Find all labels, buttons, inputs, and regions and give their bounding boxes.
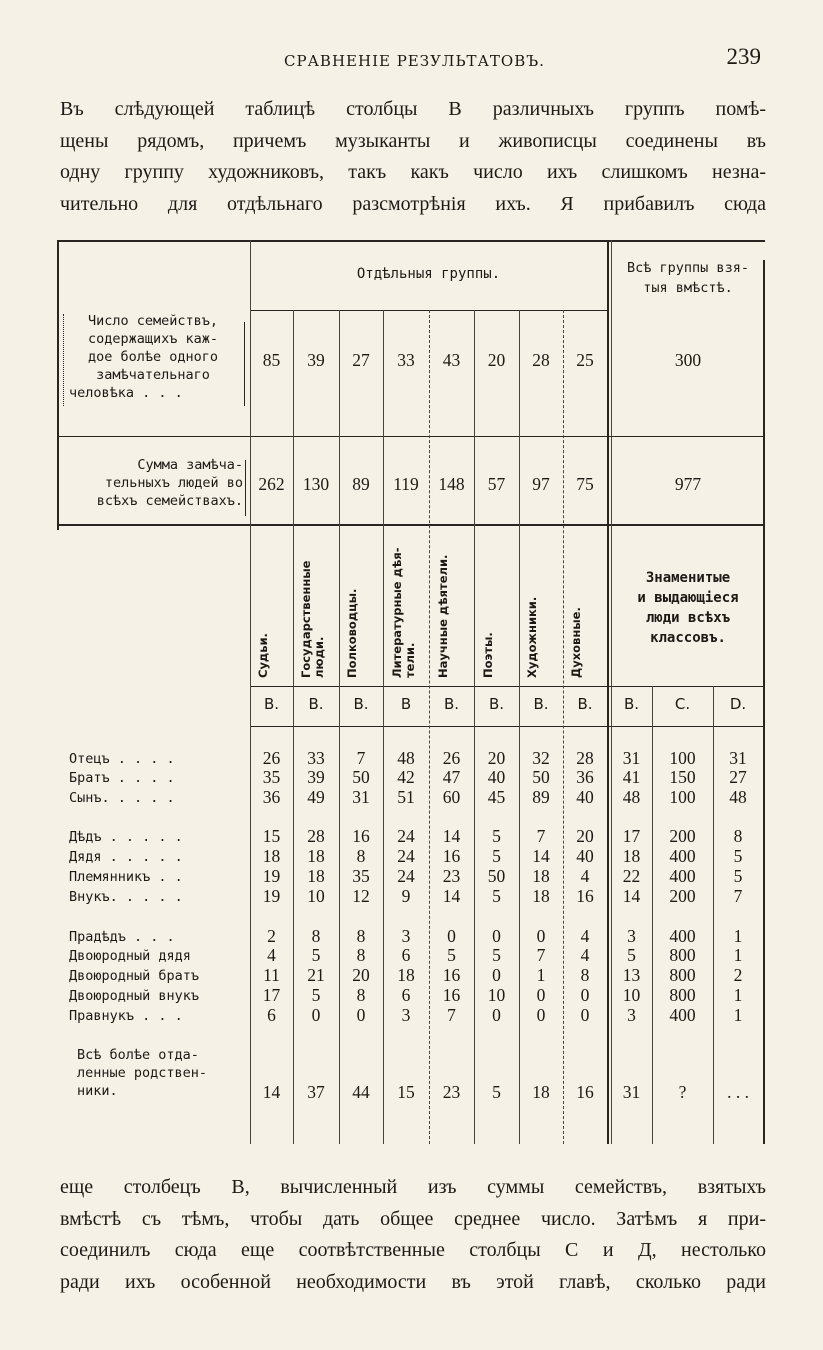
table-cell: 8 [356, 846, 366, 866]
table-cell: 16 [576, 886, 594, 906]
table-cell: 0 [492, 926, 501, 946]
paragraph-before-table [60, 94, 766, 220]
table-cell: 4 [267, 945, 276, 965]
table-cell: 40 [487, 767, 506, 787]
table-cell: 49 [307, 787, 325, 807]
table-cell: 10 [487, 985, 506, 1005]
table-cell: 2 [733, 965, 743, 985]
table-cell: 14 [442, 826, 461, 846]
rule-after-families [57, 436, 765, 437]
relative-label: Двоюродный внукъ [69, 988, 200, 1004]
table-cell: 0 [447, 926, 456, 946]
text-line: одну группу художниковъ, такъ какъ число ихъ слишкомъ незна- [60, 161, 766, 183]
table-cell: 42 [397, 767, 415, 787]
table-cell: 800 [669, 965, 696, 985]
table-cell: 0 [580, 985, 590, 1005]
eminent-header: Знаменитые и выдающіеся люди всѣхъ классовъ. [637, 570, 739, 646]
table-cell: 1 [733, 945, 743, 965]
table-cell: 200 [669, 826, 696, 846]
table-cell: 50 [487, 866, 506, 886]
table-cell: 6 [401, 945, 411, 965]
table-cell: 8 [580, 965, 590, 985]
table-cell: ? [678, 1082, 687, 1102]
table-cell: 35 [352, 866, 370, 886]
families-cell: 33 [397, 350, 415, 370]
table-cell: 47 [442, 767, 461, 787]
table-cell: 3 [401, 926, 411, 946]
table-cell: 400 [669, 846, 696, 866]
table-cell: 8 [733, 826, 743, 846]
table-cell: 31 [729, 748, 747, 768]
table-cell: 4 [580, 945, 590, 965]
table-cell: 16 [352, 826, 370, 846]
table-cell: 24 [397, 866, 415, 886]
table-cell: 5 [311, 985, 321, 1005]
relative-label: Сынъ. . . . . [69, 790, 175, 806]
families-cell: 43 [442, 350, 461, 370]
table-cell: 3 [627, 926, 636, 946]
table-cell: 8 [356, 945, 366, 965]
table-cell: 3 [401, 1005, 411, 1025]
column-letter: В. [308, 695, 324, 713]
relative-label: Дядя . . . . . [69, 849, 183, 865]
table-cell: 800 [669, 985, 696, 1005]
relative-label: Двоюродный дядя [69, 948, 191, 964]
table-cell: 1 [733, 985, 743, 1005]
table-cell: 23 [442, 1082, 461, 1102]
table-cell: 23 [442, 866, 461, 886]
table-cell: 7 [447, 1005, 456, 1025]
table-cell: 36 [576, 767, 594, 787]
table-cell: 800 [669, 945, 696, 965]
table-cell: 8 [311, 926, 321, 946]
table-cell: 22 [622, 866, 641, 886]
table-cell: 51 [397, 787, 415, 807]
table-cell: 48 [729, 787, 747, 807]
table-cell: 18 [262, 846, 281, 866]
table-cell: 8 [356, 985, 366, 1005]
table-cell: 14 [442, 886, 461, 906]
table-cell: 5 [492, 886, 501, 906]
table-cell: 18 [307, 866, 325, 886]
sum-cell: 57 [487, 474, 506, 494]
table-cell: 41 [622, 767, 641, 787]
table-cell: 14 [262, 1082, 281, 1102]
table-cell: 35 [262, 767, 281, 787]
sum-cell: 148 [438, 474, 465, 494]
table-cell: 10 [622, 985, 641, 1005]
rule-after-sum [57, 524, 765, 526]
text-line: щены рядомъ, причемъ музыканты и живописцы соединены въ [60, 129, 766, 152]
table-cell: 5 [733, 866, 743, 886]
sum-cell: 89 [352, 474, 370, 494]
table-cell: 16 [442, 985, 461, 1005]
table-cell: 0 [311, 1005, 321, 1025]
table-cell: 1 [733, 1005, 743, 1025]
table-cell: 18 [532, 886, 550, 906]
families-cell: 28 [532, 350, 550, 370]
text-line: еще столбецъ В, вычисленный изъ суммы семействъ, взятыхъ [60, 1176, 766, 1198]
table-cell: 17 [262, 985, 281, 1005]
table-cell: 7 [536, 826, 546, 846]
table-cell: 7 [356, 748, 366, 768]
page-header [0, 44, 823, 84]
table-cell: 0 [536, 985, 546, 1005]
group-label-artists: Художники. [525, 596, 539, 678]
group-header: Отдѣльныя группы. [356, 266, 501, 282]
table-cell: 1 [536, 965, 546, 985]
table-cell: 4 [580, 866, 590, 886]
table-cell: 2 [267, 926, 276, 946]
table-cell: 14 [622, 886, 641, 906]
table-cell: 0 [536, 1005, 546, 1025]
table-cell: 40 [576, 846, 594, 866]
sum-cell: 97 [532, 474, 550, 494]
table-cell: 48 [622, 787, 641, 807]
table-cell: 26 [442, 748, 461, 768]
table-cell: 0 [492, 965, 501, 985]
table-cell: 5 [492, 826, 501, 846]
running-title: СРАВНЕНІЕ РЕЗУЛЬТАТОВЪ. [284, 52, 545, 70]
sum-row-label: Сумма замѣча- тельныхъ людей во всѣхъ семействахъ. [96, 457, 243, 509]
column-letter: В. [577, 695, 593, 713]
table-right-rule [763, 260, 765, 1144]
relative-label: Братъ . . . . [69, 770, 175, 786]
table-cell: 0 [356, 1005, 366, 1025]
table-cell: 0 [536, 926, 546, 946]
table-cell: 10 [307, 886, 325, 906]
brace [244, 322, 245, 406]
table-cell: 16 [442, 965, 461, 985]
table-cell: 13 [622, 965, 641, 985]
table-cell: 16 [576, 1082, 594, 1102]
table-cell: 6 [401, 985, 411, 1005]
group-label-scientists: Научные дѣятели. [436, 554, 450, 678]
table-cell: 11 [263, 965, 280, 985]
relative-label: Правнукъ . . . [69, 1008, 183, 1024]
table-cell: 16 [442, 846, 461, 866]
sum-total: 977 [674, 474, 702, 494]
families-cell: 20 [487, 350, 506, 370]
table-cell: 5 [447, 945, 456, 965]
table-cell: 12 [352, 886, 370, 906]
table-cell: 18 [307, 846, 325, 866]
rule-above-letters [250, 686, 765, 687]
table-cell: 27 [729, 767, 747, 787]
table-cell: 32 [532, 748, 550, 768]
text-line: соединилъ сюда еще соотвѣтственные столбцы С и Д, нестолько [60, 1239, 766, 1261]
sum-cell: 119 [393, 474, 419, 494]
relative-label: Двоюродный братъ [69, 968, 200, 984]
text-line: Въ слѣдующей таблицѣ столбцы В различныхъ группъ помѣ- [60, 98, 766, 120]
table-cell: . . . [727, 1082, 749, 1102]
table-cell: 36 [262, 787, 281, 807]
brace [245, 460, 246, 516]
page-number: 239 [726, 44, 761, 69]
column-letter: В. [533, 695, 549, 713]
comparison-table [57, 240, 765, 1144]
table-cell: 1 [733, 926, 743, 946]
table-cell: 20 [576, 826, 594, 846]
families-cell: 27 [352, 350, 370, 370]
text-line: ради ихъ особенной необходимости въ этой главѣ, сколько ради [60, 1270, 766, 1293]
table-cell: 5 [492, 1082, 501, 1102]
column-letter: В [400, 695, 412, 713]
families-cell: 25 [576, 350, 594, 370]
families-total: 300 [674, 350, 702, 370]
table-cell: 48 [397, 748, 415, 768]
table-cell: 31 [352, 787, 370, 807]
sum-cell: 130 [302, 474, 330, 494]
group-label-statesmen: Государственные люди. [299, 560, 326, 678]
table-cell: 33 [307, 748, 325, 768]
table-cell: 44 [352, 1082, 370, 1102]
table-cell: 21 [307, 965, 325, 985]
table-cell: 5 [492, 846, 501, 866]
table-cell: 0 [580, 1005, 590, 1025]
table-cell: 28 [307, 826, 325, 846]
relative-label: Прадѣдъ . . . [69, 929, 175, 945]
table-top-rule [57, 240, 765, 242]
table-cell: 5 [311, 945, 321, 965]
table-cell: 200 [669, 886, 696, 906]
table-cell: 400 [669, 926, 696, 946]
families-cell: 39 [307, 350, 325, 370]
table-cell: 24 [397, 846, 415, 866]
table-cell: 5 [627, 945, 636, 965]
distant-relatives-label: Всѣ болѣе отда- ленные родствен- ники. [77, 1047, 208, 1099]
table-cell: 5 [733, 846, 743, 866]
text-line: чительно для отдѣльнаго разсмотрѣнія ихъ. Я прибавилъ сюда [60, 192, 766, 215]
table-cell: 24 [397, 826, 415, 846]
column-letter: D. [729, 695, 747, 713]
sum-cell: 75 [576, 474, 594, 494]
table-cell: 20 [352, 965, 370, 985]
table-cell: 39 [307, 767, 325, 787]
group-label-poets: Поэты. [481, 632, 495, 678]
table-cell: 60 [442, 787, 461, 807]
all-groups-header: Всѣ группы взя- тыя вмѣстѣ. [627, 260, 749, 296]
table-cell: 18 [397, 965, 415, 985]
group-label-literary: Литературные дѣя- тели. [390, 547, 417, 678]
table-cell: 9 [401, 886, 411, 906]
table-cell: 37 [307, 1082, 325, 1102]
table-cell: 19 [262, 886, 281, 906]
table-cell: 8 [356, 926, 366, 946]
table-cell: 400 [669, 1005, 696, 1025]
table-cell: 5 [492, 945, 501, 965]
families-cell: 85 [262, 350, 281, 370]
table-cell: 6 [267, 1005, 276, 1025]
table-cell: 18 [532, 866, 550, 886]
rule-below-letters [250, 726, 765, 727]
table-cell: 50 [532, 767, 550, 787]
table-cell: 0 [492, 1005, 501, 1025]
relative-label: Дѣдъ . . . . . [69, 829, 183, 845]
table-cell: 7 [733, 886, 743, 906]
table-cell: 19 [262, 866, 281, 886]
all-groups-rule [607, 240, 609, 1144]
column-letter: В. [443, 695, 460, 713]
relative-label: Племянникъ . . [69, 869, 183, 885]
families-row-label: Число семействъ, содержащихъ каж- дое болѣе одного замѣчательнаго человѣка . . . [69, 313, 219, 401]
table-cell: 45 [487, 787, 506, 807]
table-cell: 14 [532, 846, 550, 866]
group-label-judges: Судьи. [256, 633, 270, 678]
paragraph-after-table [60, 1172, 766, 1298]
table-cell: 4 [580, 926, 590, 946]
table-cell: 28 [576, 748, 594, 768]
table-cell: 3 [627, 1005, 636, 1025]
brace [63, 314, 64, 406]
column-letter: В. [263, 695, 280, 713]
table-cell: 18 [532, 1082, 550, 1102]
table-cell: 150 [669, 767, 696, 787]
table-cell: 15 [262, 826, 281, 846]
table-cell: 100 [669, 748, 696, 768]
column-letter: В. [488, 695, 505, 713]
table-cell: 17 [622, 826, 641, 846]
table-cell: 89 [532, 787, 550, 807]
group-label-commanders: Полководцы. [345, 588, 359, 678]
table-cell: 7 [536, 945, 546, 965]
table-cell: 26 [262, 748, 281, 768]
text-line: вмѣстѣ съ тѣмъ, чтобы дать общее среднее число. Затѣмъ я при- [60, 1207, 766, 1230]
relative-label: Отецъ . . . . [69, 751, 175, 767]
table-left-rule [57, 240, 59, 530]
column-letter: В. [623, 695, 640, 713]
table-cell: 18 [622, 846, 641, 866]
table-cell: 50 [352, 767, 370, 787]
table-cell: 100 [669, 787, 696, 807]
column-letter: С. [674, 695, 691, 713]
group-label-clergy: Духовные. [569, 607, 583, 678]
table-cell: 20 [487, 748, 506, 768]
relative-label: Внукъ. . . . . [69, 889, 183, 905]
table-cell: 400 [669, 866, 696, 886]
table-cell: 15 [397, 1082, 415, 1102]
table-cell: 40 [576, 787, 594, 807]
table-cell: 31 [622, 748, 641, 768]
sum-cell: 262 [258, 474, 285, 494]
table-cell: 31 [622, 1082, 641, 1102]
column-letter: В. [353, 695, 369, 713]
